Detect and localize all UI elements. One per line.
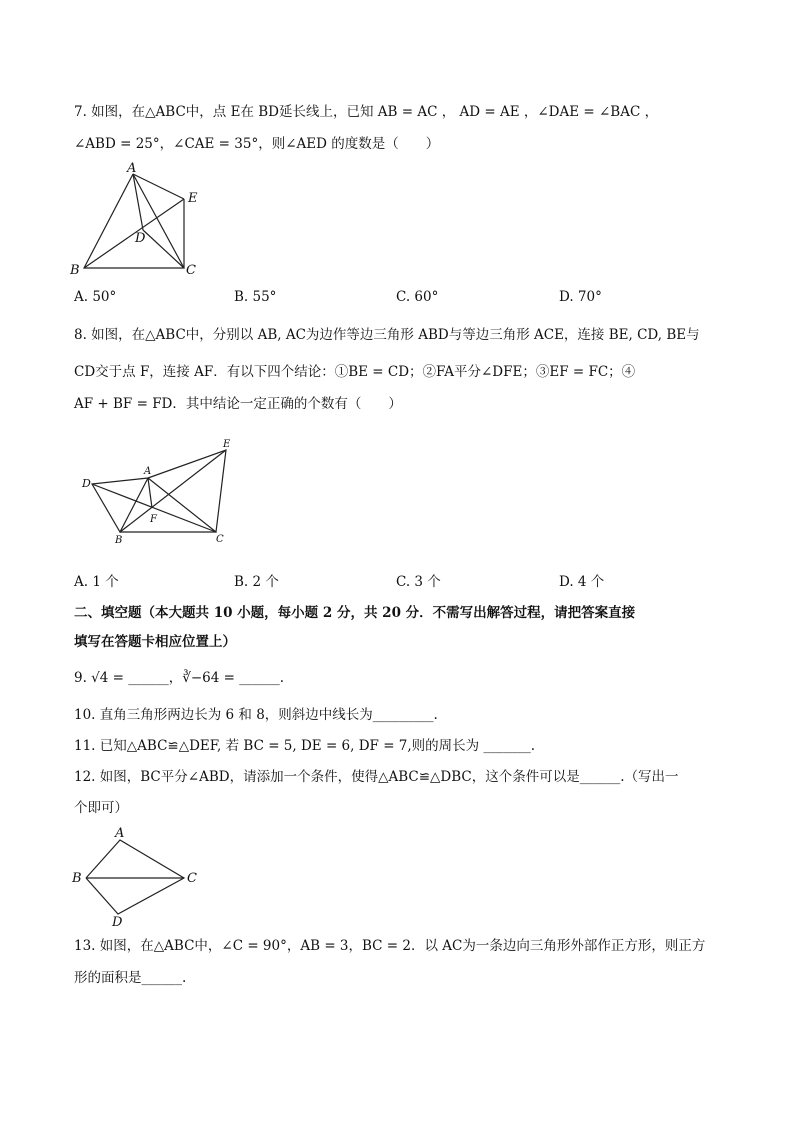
q8-stem-line3: AF + BF = FD．其中结论一定正确的个数有（ ） [74, 396, 402, 412]
q8-figure [78, 436, 238, 548]
q8-triangle-abd [92, 478, 148, 532]
q7-option-b[interactable]: B. 55° [234, 289, 277, 305]
q12-quad-abdc [86, 840, 184, 914]
q8-segment-af [148, 478, 152, 508]
q7-label-c: C [186, 263, 196, 278]
q8-label-f: F [150, 514, 157, 525]
q13-stem-line2: 形的面积是______. [74, 970, 187, 986]
q12-stem-line2: 个即可） [74, 800, 128, 816]
q8-stem-line1: 8. 如图，在△ABC中，分别以 AB, AC为边作等边三角形 ABD与等边三角形 ACE，连接 BE, CD, BE与 [74, 327, 700, 343]
q7-segment-dc [143, 230, 184, 268]
q8-option-d[interactable]: D. 4 个 [559, 574, 605, 590]
q12-figure [70, 824, 210, 928]
q7-segment-be [84, 199, 184, 268]
q7-label-d: D [135, 231, 146, 246]
section2-heading-line2: 填写在答题卡相应位置上） [74, 634, 236, 650]
q7-segment-ae [133, 174, 184, 199]
q13-stem-line1: 13. 如图，在△ABC中，∠C = 90°，AB = 3，BC = 2．以 AC为一条边向三角形外部作正方形，则正方 [74, 938, 706, 954]
q7-stem-line2: ∠ABD = 25°，∠CAE = 35°，则∠AED 的度数是（ ） [74, 136, 440, 152]
q12-label-d: D [112, 915, 123, 928]
q7-label-a: A [127, 162, 137, 176]
q8-label-a: A [144, 466, 152, 477]
q8-options [74, 570, 714, 590]
q8-label-d: D [82, 477, 91, 490]
q11-text: 11. 已知△ABC≌△DEF, 若 BC = 5, DE = 6, DF = 7,则的周长为 _______. [74, 738, 536, 754]
q8-option-c[interactable]: C. 3 个 [396, 574, 441, 590]
q8-label-c: C [216, 534, 224, 545]
q12-label-a: A [115, 826, 125, 841]
q8-option-b[interactable]: B. 2 个 [234, 574, 279, 590]
q8-segment-be [120, 450, 226, 532]
section2-heading-line1: 二、填空题（本大题共 10 小题，每小题 2 分，共 20 分．不需写出解答过程，请把答案直接 [74, 605, 636, 621]
q8-option-a[interactable]: A. 1 个 [74, 574, 119, 590]
q8-label-b: B [115, 535, 123, 546]
q10-text: 10. 直角三角形两边长为 6 和 8，则斜边中线长为_________. [74, 707, 438, 723]
q7-option-d[interactable]: D. 70° [559, 289, 602, 305]
q7-label-b: B [70, 263, 80, 278]
q12-label-c: C [187, 871, 197, 886]
q7-figure [66, 162, 206, 280]
q9-text: 9. √4 = ______，∛−64 = ______. [74, 670, 285, 686]
q12-label-b: B [72, 871, 82, 886]
q7-options [74, 289, 714, 309]
q8-stem-line2: CD交于点 F，连接 AF．有以下四个结论：①BE = CD；②FA平分∠DFE；③EF = FC；④ [74, 364, 636, 380]
q8-triangle-ace [148, 450, 226, 532]
q7-option-a[interactable]: A. 50° [74, 289, 117, 305]
q8-label-e: E [223, 439, 231, 450]
q7-label-e: E [188, 191, 198, 206]
q7-option-c[interactable]: C. 60° [396, 289, 439, 305]
q12-stem-line1: 12. 如图，BC平分∠ABD，请添加一个条件，使得△ABC≌△DBC，这个条件可以是______.（写出一 [74, 769, 679, 785]
q7-stem-line1: 7. 如图，在△ABC中，点 E在 BD延长线上，已知 AB = AC ， AD = AE ，∠DAE = ∠BAC ， [74, 104, 659, 120]
